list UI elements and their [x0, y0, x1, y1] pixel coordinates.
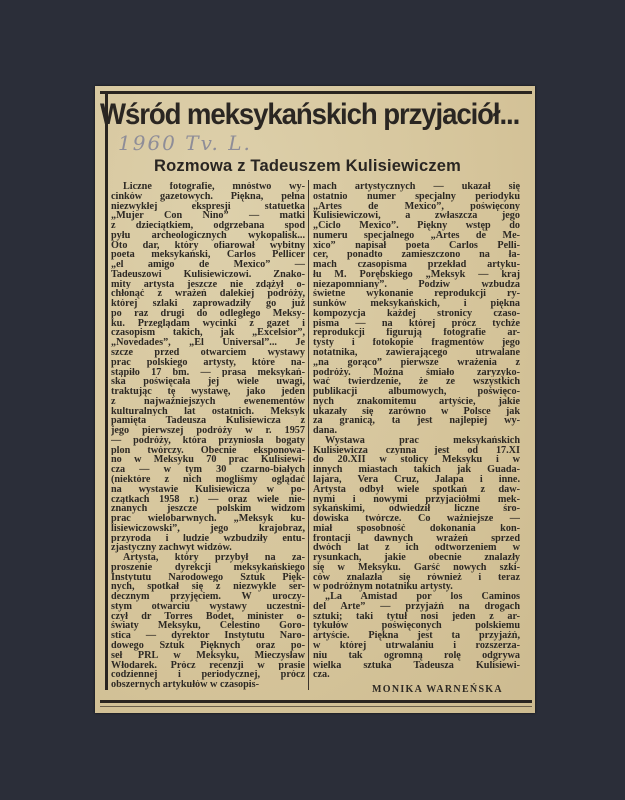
handwritten-note: 1960 Tv. L. [118, 131, 252, 155]
text-line: codziennej i periodycznej, prócz [111, 670, 305, 681]
text-line: z dzieciątkiem, odgrzebana spod [111, 221, 305, 231]
text-line: szcze przed otwarciem wystawy [111, 348, 305, 358]
text-line: mach czasopisma przekład artyku- [313, 260, 520, 270]
text-line: rysunkach, jakie obecnie znalazły [313, 553, 520, 563]
text-line: traktując tę wystawę, jako jeden [111, 387, 305, 397]
text-line: Kulisiewiczowi, a zwłaszcza jego [313, 211, 520, 222]
text-line: Włodarek. Prócz recenzji w prasie [111, 660, 305, 671]
text-line: ska poświęcała jej wiele uwagi, [111, 377, 305, 388]
text-line: sykańskimi, odwiedził liczne śro- [313, 504, 520, 515]
text-line: „La Amistad por los Caminos [325, 592, 520, 602]
text-line: numeru specjalnego „Artes de Me- [313, 230, 520, 241]
text-line: „el amigo de Mexico” — [111, 260, 305, 270]
text-line: publikacji albumowych, poświęco- [313, 387, 520, 397]
text-line: Wystawa prac meksykańskich [325, 435, 520, 446]
text-line: xico” napisał poeta Carlos Pelli- [313, 240, 520, 251]
text-line: stąpiło 17 bm. — prasa meksykań- [111, 367, 305, 378]
text-line: cza. [313, 670, 330, 681]
text-line: świetne wykonanie reprodukcji ry- [313, 289, 520, 300]
article-title: Wśród meksykańskich przyjaciół... [100, 98, 520, 131]
text-line: del Arte” — przyjaźń na drogach [313, 601, 520, 612]
text-line: mach artystycznych — ukazał się [313, 182, 520, 192]
text-line: Artysta, który przybył na za- [123, 553, 305, 563]
text-line: ostatnio numer specjalny periodyku [313, 191, 520, 202]
text-line: łu M. Porębskiego „Meksyk — kraj [313, 269, 520, 280]
text-line: dana. [313, 426, 338, 436]
author-signature: MONIKA WARNEŃSKA [372, 684, 503, 695]
text-line: w której utrwalaniu i rozszerza- [313, 640, 520, 651]
text-line: „Mujer Con Nino” — matki [111, 211, 305, 222]
text-line: poeta meksykański, Carlos Pellicer [111, 250, 305, 261]
text-line: sunków meksykańskich, i piękna [313, 299, 520, 309]
text-line: Kulisiewicza czynna jest od 17.XI [313, 445, 520, 456]
text-line: światy Meksyku, Celestino Goro- [111, 621, 305, 632]
text-line: stym otwarciu wystawy uczestni- [111, 601, 305, 612]
text-line: „Novedades”, „El Universal”... Je [111, 338, 305, 349]
text-line: frontacji dawnych wrażeń sprzed [313, 533, 520, 544]
text-line: notatnika, zawierającego utrwalane [313, 348, 520, 358]
text-line: nych znakomitemu artyście, jakie [313, 396, 520, 407]
text-line: cinków gazetowych. Piękna, pełna [111, 191, 305, 202]
top-rule [100, 91, 532, 94]
text-line: niu tak ogromną rolę odgrywa [313, 650, 520, 661]
text-line: której szlaki zaprowadziły go już [111, 299, 305, 309]
text-line: na wystawie Kulisiewicza w po- [111, 484, 305, 495]
text-line: wielka sztuka Tadeusza Kulisiewi- [313, 660, 520, 671]
text-line: cza — w tym 30 czarno-białych [111, 465, 305, 475]
text-line: nych, spotkał się z niezwykle ser- [111, 582, 305, 593]
text-line: lisiewiczowski”, jego krajobraz, [111, 523, 305, 534]
text-line: kompozycja każdej stronicy czaso- [313, 308, 520, 319]
bottom-rule [100, 700, 532, 703]
bottom-thin-rule [100, 706, 532, 707]
text-line: tykułów poświęconych polskiemu [313, 621, 520, 632]
text-line: ku. Przeglądam wycinki z gazet i [111, 318, 305, 329]
text-line: artyście. Piękna jest ta przyjaźń, [313, 631, 520, 641]
left-rule [105, 93, 108, 690]
text-line: lajara, Vera Cruz, Jalapa i inne. [313, 474, 520, 485]
text-line: mity artysta jeszcze nie zdążył o- [111, 279, 305, 290]
text-line: zjastyczny zachwyt widzów. [111, 543, 232, 554]
text-line: reprodukcji figurują fotografie ar- [313, 328, 520, 339]
text-line: Instytutu Narodowego Sztuk Pięk- [111, 572, 305, 583]
text-line: nymi i nowymi przyjaciółmi mek- [313, 494, 520, 505]
text-line: — podróży, która przyniosła bogaty [111, 435, 305, 446]
text-line: dowego Sztuk Pięknych oraz po- [111, 640, 305, 651]
column-divider [308, 180, 309, 690]
article-subtitle: Rozmowa z Tadeuszem Kulisiewiczem [154, 157, 462, 175]
text-line: do 20.XII w stolicy Meksyku i w [313, 455, 520, 466]
text-line: się w Meksyku. Garść nowych szki- [313, 562, 520, 573]
text-line: czątkach 1958 r.) — oraz wiele nie- [111, 494, 305, 505]
text-line: dwóch lat z ich odtworzeniem w [313, 543, 520, 554]
text-line: Oto dar, który ofiarował wybitny [111, 240, 305, 251]
text-line: obszernych artykułów w czasopis- [111, 680, 259, 690]
text-line: wać twierdzenie, że ze wszystkich [313, 377, 520, 388]
text-line: w podróżnym notatniku artysty. [313, 582, 453, 593]
text-line: przyroda i ludzie wzbudziły entu- [111, 533, 305, 544]
text-line: czasopism takich, jak „Excelsior”, [111, 328, 305, 339]
left-column [111, 182, 305, 690]
text-line: Tadeuszowi Kulisiewiczowi. Znako- [111, 269, 305, 280]
text-line: jego pierwszej podróży w r. 1957 [111, 426, 305, 436]
text-line: tysty i fotokopie fragmentów jego [313, 338, 520, 349]
text-line: sztuki; taki tytuł nosi jeden z ar- [313, 611, 520, 622]
right-column [313, 182, 520, 680]
text-line: kulturalnych lat ostatnich. Meksyk [111, 406, 305, 417]
text-line: czył dr Torres Bodet, minister o- [111, 611, 305, 622]
text-line: stica — dyrektor Instytutu Naro- [111, 631, 305, 641]
text-line: seł PRL w Meksyku, Mieczysław [111, 650, 305, 661]
text-line: Artysta odbył wiele spotkań z daw- [313, 484, 520, 495]
text-line: prac polskiego artysty, które na- [111, 357, 305, 368]
text-line: niezwykłej ekspresji statuetka [111, 201, 305, 212]
text-line: za granicą, ta jest najlepiej wy- [313, 416, 520, 427]
text-line: niezapomniany”. Podziw wzbudza [313, 279, 520, 290]
text-line: (niektóre z nich mogliśmy oglądać [111, 474, 305, 485]
text-line: pamięta Tadeusza Kulisiewicza z [111, 416, 305, 427]
text-line: podróży. Można śmiało zaryzyko- [313, 367, 520, 378]
text-line: no w Meksyku 70 prac Kulisiewi- [111, 455, 305, 466]
text-line: plon twórczy. Obecnie eksponowa- [111, 445, 305, 456]
text-line: „Artes de Mexico”, poświęcony [313, 201, 520, 212]
text-line: prac wielobarwnych. „Meksyk ku- [111, 514, 305, 524]
text-line: ców znalazła się również i teraz [313, 572, 520, 583]
text-line: miał sposobność dokonania kon- [313, 523, 520, 534]
text-line: ukazały się zarówno w Polsce jak [313, 406, 520, 417]
text-line: decznym przyjęciem. W uroczy- [111, 592, 305, 602]
text-line: „na gorąco” pierwsze wrażenia z [313, 357, 520, 368]
text-line: dowiska twórcze. Co ważniejsze — [313, 514, 520, 524]
text-line: Liczne fotografie, mnóstwo wy- [123, 182, 305, 192]
text-line: cer, ponadto zamieszczono na ła- [313, 250, 520, 261]
text-line: „Ciclo Mexico”. Piękny wstęp do [313, 221, 520, 231]
text-line: pyłu archeologicznych wykopalisk... [111, 230, 305, 241]
text-line: chłonąć z wrażeń dalekiej podróży, [111, 289, 305, 300]
text-line: po raz drugi do odległego Meksy- [111, 308, 305, 319]
text-line: proszenie dyrekcji meksykańskiego [111, 562, 305, 573]
text-line: z najważniejszych ewenementów [111, 396, 305, 407]
text-line: znanych jeszcze polskim widzom [111, 504, 305, 515]
text-line: innych miastach takich jak Guada- [313, 465, 520, 475]
text-line: pisma — na której prócz tychże [313, 318, 520, 329]
